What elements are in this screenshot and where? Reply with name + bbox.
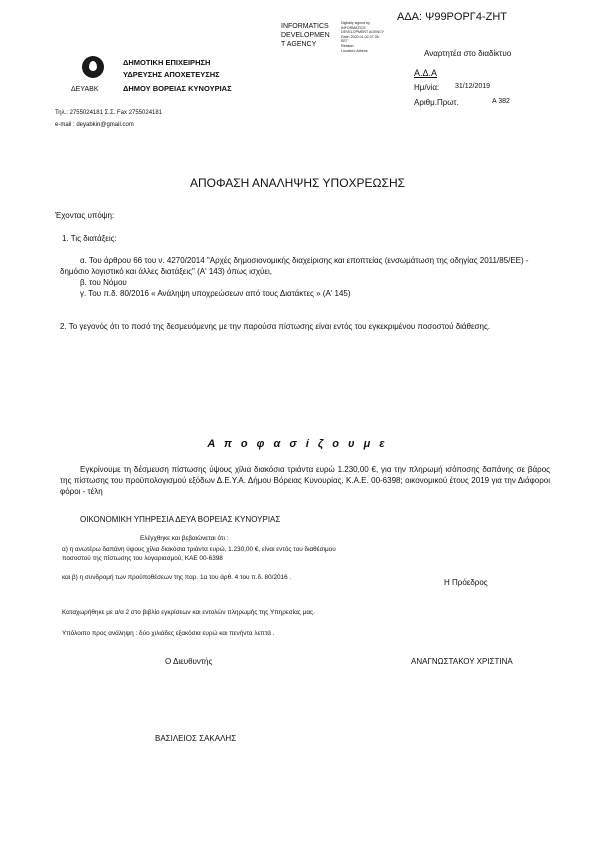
having-label: Έχοντας υπόψη:	[55, 211, 115, 220]
org-name-line1: ΔΗΜΟΤΙΚΗ ΕΠΙΧΕΙΡΗΣΗ	[123, 58, 211, 67]
provision-c: γ. Του π.δ. 80/2016 « Ανάληψη υποχρεώσεων από τους Διατάκτες » (Α' 145)	[80, 289, 351, 298]
date-value: 31/12/2019	[455, 83, 491, 90]
stamp-line: DEVELOPMENT AGENCY	[341, 30, 385, 35]
finance-point-a: α) η ανωτέρω δαπάνη ύψους χίλια διακόσια τριάντα ευρώ, 1.230,00 €, είναι εντός του διαθέσιμου ποσοστού της πίστωσης του λογαριασμού, ΚΑΕ 00-6398	[62, 546, 336, 562]
ada-code: ΑΔΑ: Ψ99ΡΟΡΓ4-ΖΗΤ	[397, 11, 508, 23]
stamp-line: INFORMATICS	[341, 25, 366, 30]
stamp-line: Date: 2020.01.02 07:35:	[341, 34, 380, 39]
org-phone: Τηλ.: 2755024181 Σ.Σ. Fax 2755024181	[55, 110, 163, 116]
posted-online-note: Αναρτητέα στο διαδίκτυο	[424, 49, 512, 58]
provisions-heading: 1. Τις διατάξεις:	[62, 234, 117, 243]
finance-point-b: και β) η συνδρομή των προϋποθέσεων της παρ. 1α του άρθ. 4 του π.δ. 80/2016 .	[62, 574, 292, 581]
remaining-balance: Υπόλοιπο προς ανάληψη : δύο χιλιάδες εξακόσια ευρώ και πενήντα λεπτά .	[62, 630, 275, 637]
org-name-line3: ΔΗΜΟΥ ΒΟΡΕΙΑΣ ΚΥΝΟΥΡΙΑΣ	[123, 84, 232, 93]
informatics-line: INFORMATICS	[281, 23, 329, 30]
protocol-label: Αριθμ.Πρωτ.	[414, 98, 459, 107]
stamp-line: Reason:	[341, 43, 355, 48]
digital-signature-stamp	[341, 21, 384, 53]
director-name: ΒΑΣΙΛΕΙΟΣ ΣΑΚΑΛΗΣ	[155, 734, 237, 743]
stamp-line: Digitally signed by	[341, 21, 370, 25]
decision-heading: Α π ο φ α σ ί ζ ο υ μ ε	[207, 438, 388, 450]
president-name: ΑΝΑΓΝΩΣΤΑΚΟΥ ΧΡΙΣΤΙΝΑ	[411, 657, 513, 666]
date-label: Ημ/νία:	[414, 83, 440, 92]
approval-text: Εγκρίνουμε τη δέσμευση πίστωσης ύψους χίλια διακόσια τριάντα ευρώ 1.230,00 €, για την πληρωμή ισόποσης δαπάνης σε βάρος της πίστωσης του προϋπολογισμού εξόδων Δ.Ε.Υ.Α. Δήμου Βόρειας Κυνουρίας, Κ.Α.Ε. 00-6398; οικονομικού έτους 2019 για την Διάφοροι φόροι - τέλη	[60, 465, 550, 496]
stamp-line: EET	[341, 39, 348, 44]
informatics-line: T AGENCY	[281, 41, 317, 48]
ada-label: Α.Δ.Α	[414, 68, 438, 78]
provision-a: α. Του άρθρου 66 του ν. 4270/2014 "Αρχές δημοσιονομικής διαχείρισης και εποπτείας (ενσωμάτωση της οδηγίας 2011/85/ΕΕ) - δημόσιο λογιστικό και άλλες διατάξεις" (Α' 143) όπως ισχύει,	[60, 256, 529, 276]
org-email: e-mail : deyabkin@gmail.com	[55, 122, 134, 128]
finance-heading: ΟΙΚΟΝΟΜΙΚΗ ΥΠΗΡΕΣΙΑ ΔΕΥΑ ΒΟΡΕΙΑΣ ΚΥΝΟΥΡΙΑΣ	[80, 515, 281, 524]
org-name-line2: ΥΔΡΕΥΣΗΣ ΑΠΟΧΕΤΕΥΣΗΣ	[123, 70, 220, 79]
document-title: ΑΠΟΦΑΣΗ ΑΝΑΛΗΨΗΣ ΥΠΟΧΡΕΩΣΗΣ	[189, 176, 406, 190]
water-drop-icon	[82, 56, 104, 78]
director-title: Ο Διευθυντής	[165, 657, 213, 666]
availability-statement: 2. Το γεγονός ότι το ποσό της δεσμευόμενης με την παρούσα πίστωσης είναι εντός του εγκεκριμένου ποσοστού διάθεσης.	[60, 322, 491, 331]
checked-label: Ελέγχθηκε και βεβαιώνεται ότι :	[140, 535, 229, 542]
informatics-agency-label	[281, 22, 330, 49]
registration-note: Καταχωρήθηκε με α/α 2 στο βιβλίο εγκρίσεων και εντολών πληρωμής της Υπηρεσίας μας.	[62, 609, 315, 616]
protocol-value: Α 382	[492, 98, 510, 105]
stamp-line: Location: Athens	[341, 48, 368, 53]
provision-b: β. του Νόμου	[80, 278, 127, 287]
informatics-line: DEVELOPMEN	[281, 32, 330, 39]
president-title: Η Πρόεδρος	[444, 578, 488, 587]
logo-text: ΔΕΥΑΒΚ	[71, 86, 99, 93]
